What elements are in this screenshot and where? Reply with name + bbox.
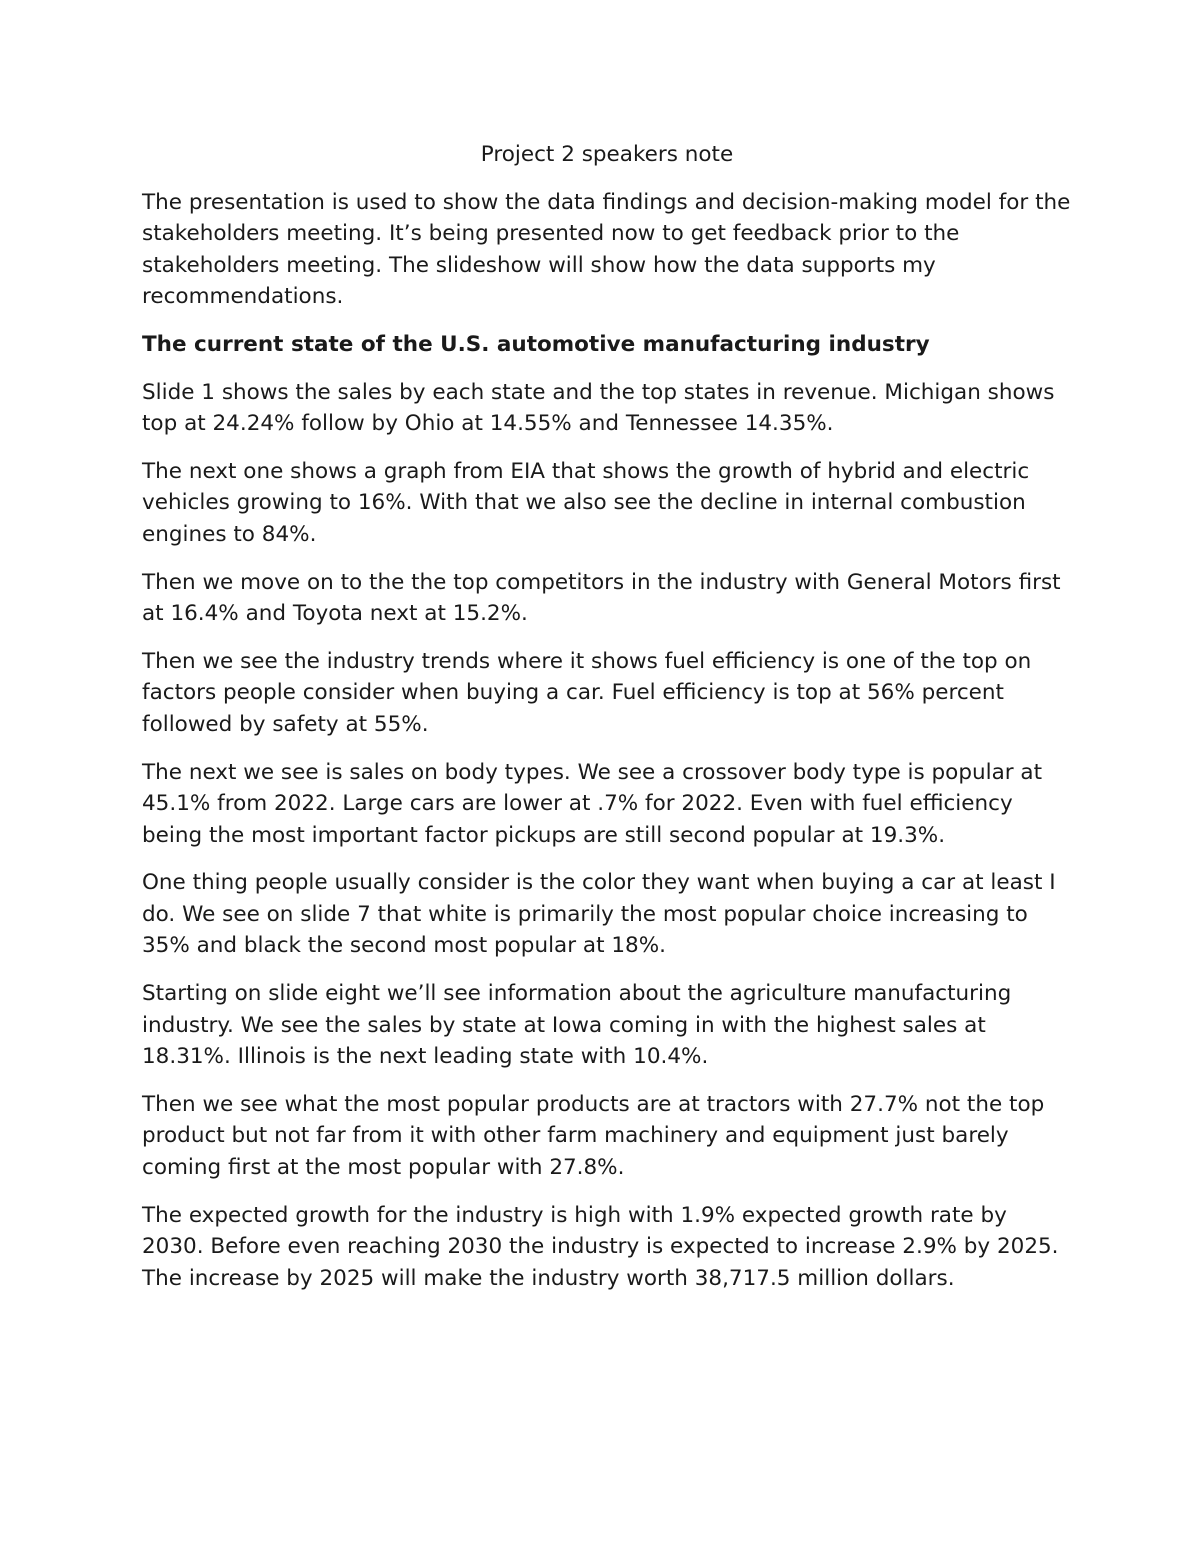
paragraph-popular-products: Then we see what the most popular products are at tractors with 27.7% not the top product but not far from it with other farm machinery and equipment just barely coming first at the most popular with 27.8%.: [142, 1091, 1045, 1181]
paragraph-competitors: Then we move on to the the top competitors in the industry with General Motors first at 16.4% and Toyota next at 15.2%.: [142, 569, 1061, 627]
paragraph-car-color: One thing people usually consider is the color they want when buying a car at least I do. We see on slide 7 that white is primarily the most popular choice increasing to 35% and black the second most popular at 18%.: [142, 870, 1056, 959]
paragraph-agriculture-sales: Starting on slide eight we’ll see information about the agriculture manufacturing industry. We see the sales by state at Iowa coming in with the highest sales at 18.31%. Illinois is the next leading state with 10.4%.: [142, 981, 1012, 1070]
intro-paragraph: The presentation is used to show the data findings and decision-making model for the stakeholders meeting. It’s being presented now to get feedback prior to the stakeholders meeting. The slideshow will show how the data supports my recommendations.: [142, 189, 1071, 310]
paragraph-ev-growth: The next one shows a graph from EIA that shows the growth of hybrid and electric vehicles growing to 16%. With that we also see the decline in internal combustion engines to 84%.: [142, 458, 1030, 547]
document-body: [142, 139, 1072, 1310]
document-title: Project 2 speakers note: [480, 142, 734, 167]
paragraph-industry-trends: Then we see the industry trends where it shows fuel efficiency is one of the top on factors people consider when buying a car. Fuel efficiency is top at 56% percent followed by safety at 55%.: [142, 648, 1032, 737]
section-heading: The current state of the U.S. automotive manufacturing industry: [142, 331, 930, 357]
paragraph-expected-growth: The expected growth for the industry is high with 1.9% expected growth rate by 2030. Before even reaching 2030 the industry is expected to increase 2.9% by 2025. The increase by 2025 will make the industry worth 38,717.5 million dollars.: [142, 1202, 1059, 1291]
paragraph-body-types: The next we see is sales on body types. We see a crossover body type is popular at 45.1% from 2022. Large cars are lower at .7% for 2022. Even with fuel efficiency being the most important factor pickups are still second popular at 19.3%.: [142, 759, 1043, 848]
paragraph-slide-1: Slide 1 shows the sales by each state and the top states in revenue. Michigan shows top at 24.24% follow by Ohio at 14.55% and Tennessee 14.35%.: [142, 379, 1055, 437]
